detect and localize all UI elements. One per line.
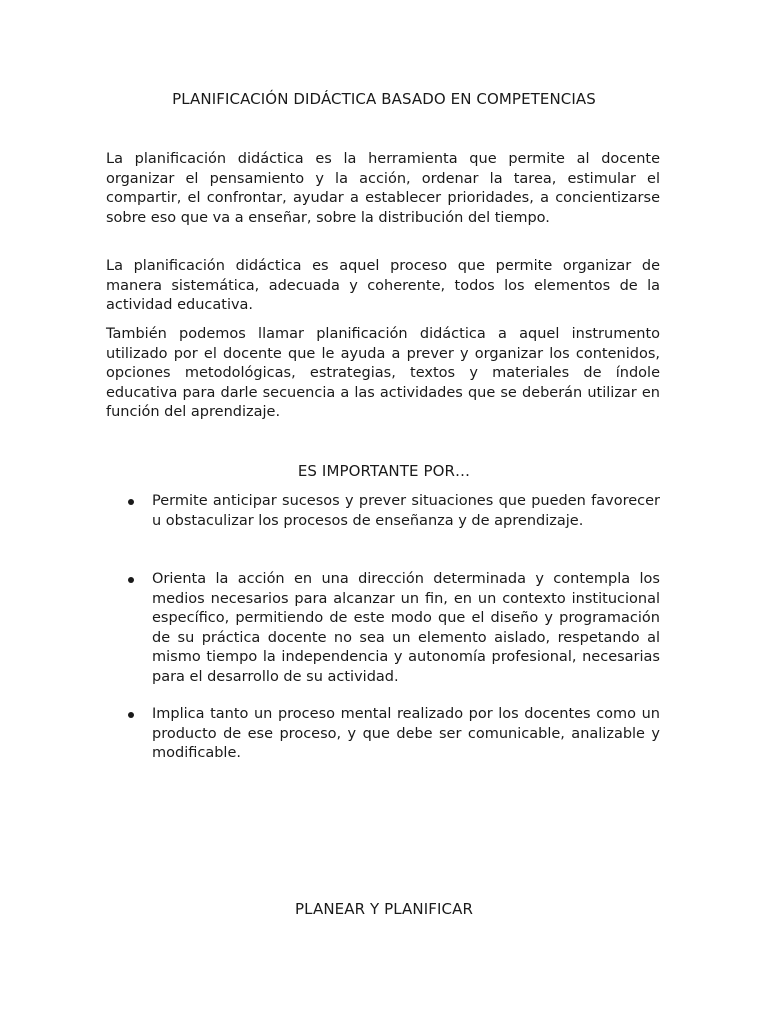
closing-section-title: PLANEAR Y PLANIFICAR xyxy=(295,900,473,918)
bullet-dot-icon xyxy=(128,712,134,718)
paragraph-definition-process: La planificación didáctica es aquel proceso que permite organizar de manera sistemática, adecuada y coherente, todos los elementos de la actividad educativa. xyxy=(106,258,660,313)
paragraph-definition-instrument: También podemos llamar planificación didáctica a aquel instrumento utilizado por el docente que le ayuda a prever y organizar los contenidos, opciones metodológicas, estrategias, textos y materiales de índole educativa para darle secuencia a las actividades que se deberán utilizar en función del aprendizaje. xyxy=(106,326,660,420)
paragraph-definition-tool: La planificación didáctica es la herramienta que permite al docente organizar el pensamiento y la acción, ordenar la tarea, estimular el compartir, el confrontar, ayudar a establecer prioridades, a concientizarse sobre eso que va a enseñar, sobre la distribución del tiempo. xyxy=(106,151,660,226)
list-item xyxy=(106,705,660,764)
section-title: ES IMPORTANTE POR… xyxy=(297,462,471,480)
bullet-dot-icon xyxy=(128,499,134,505)
list-item-text: Permite anticipar sucesos y prever situaciones que pueden favorecer u obstaculizar los procesos de enseñanza y de aprendizaje. xyxy=(152,493,660,529)
bullet-dot-icon xyxy=(128,577,134,583)
list-item-text: Orienta la acción en una dirección determinada y contempla los medios necesarios para alcanzar un fin, en un contexto institucional específico, permitiendo de este modo que el diseño y programación de su práctica docente no sea un elemento aislado, respetando al mismo tiempo la independencia y autonomía profesional, necesarias para el desarrollo de su actividad. xyxy=(152,571,660,685)
document-title: PLANIFICACIÓN DIDÁCTICA BASADO EN COMPETENCIAS xyxy=(172,90,596,108)
list-item-text: Implica tanto un proceso mental realizado por los docentes como un producto de ese proceso, y que debe ser comunicable, analizable y modificable. xyxy=(152,706,660,761)
list-item xyxy=(106,570,660,687)
list-item xyxy=(106,492,660,531)
